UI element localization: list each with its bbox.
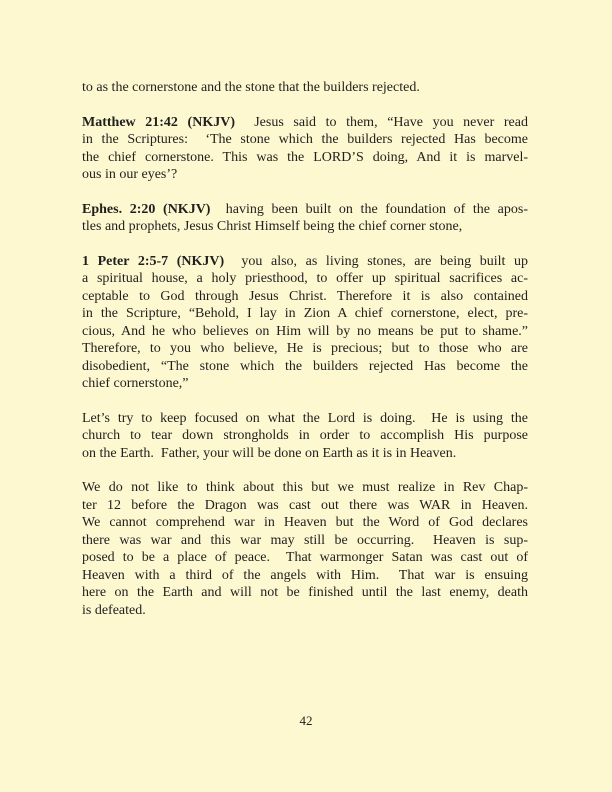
- line-text: Jesus said to them, “Have you never read: [234, 114, 528, 130]
- verse-reference: 1 Peter 2:5-7 (NKJV): [82, 253, 225, 269]
- paragraph: [82, 410, 528, 463]
- line-text: you also, as living stones, are being built up: [224, 253, 528, 269]
- text-line: [82, 567, 528, 585]
- text-line: [82, 270, 528, 288]
- line-text: ous in our eyes’?: [82, 167, 178, 182]
- text-line: [82, 427, 528, 445]
- line-text: in the Scriptures: ‘The stone which the builders rejected Has become: [82, 132, 528, 147]
- verse-reference: Ephes. 2:20 (NKJV): [82, 201, 211, 217]
- line-text: tles and prophets, Jesus Christ Himself being the chief corner stone,: [82, 219, 463, 234]
- text-line: [82, 549, 528, 567]
- line-text: here on the Earth and will not be finished until the last enemy, death: [82, 585, 528, 600]
- text-line: [82, 131, 528, 149]
- text-line: [82, 532, 528, 550]
- line-text: Heaven with a third of the angels with Him. That war is ensuing: [82, 567, 528, 583]
- line-text: posed to be a place of peace. That warmonger Satan was cast out of: [82, 550, 528, 565]
- line-text: is defeated.: [82, 602, 146, 618]
- text-line: [82, 602, 528, 620]
- page-text: [82, 79, 528, 636]
- line-text: to as the cornerstone and the stone that the builders rejected.: [82, 80, 420, 95]
- line-text: Therefore, to you who believe, He is precious; but to those who are: [82, 341, 528, 356]
- line-text: We cannot comprehend war in Heaven but the Word of God declares: [82, 515, 528, 530]
- text-line: [82, 584, 528, 602]
- paragraph: [82, 201, 528, 236]
- text-line: [82, 218, 528, 236]
- text-line: [82, 166, 528, 184]
- line-text: ter 12 before the Dragon was cast out there was WAR in Heaven.: [82, 497, 528, 513]
- line-text: Let’s try to keep focused on what the Lord is doing. He is using the: [82, 410, 528, 426]
- text-line: [82, 305, 528, 323]
- line-text: a spiritual house, a holy priesthood, to offer up spiritual sacrifices ac-: [82, 271, 528, 286]
- line-text: chief cornerstone,”: [82, 376, 189, 391]
- line-text: disobedient, “The stone which the builders rejected Has become the: [82, 358, 528, 374]
- text-line: [82, 340, 528, 358]
- paragraph: [82, 479, 528, 619]
- line-text: there was war and this war may still be occurring. Heaven is sup-: [82, 532, 528, 548]
- text-line: [82, 410, 528, 428]
- paragraph: [82, 114, 528, 184]
- text-line: [82, 288, 528, 306]
- line-text: ceptable to God through Jesus Christ. Therefore it is also contained: [82, 288, 528, 304]
- text-line: [82, 479, 528, 497]
- verse-reference: Matthew 21:42 (NKJV): [82, 114, 235, 130]
- line-text: on the Earth. Father, your will be done on Earth as it is in Heaven.: [82, 445, 457, 461]
- paragraph: [82, 253, 528, 393]
- text-line: [82, 253, 528, 271]
- line-text: cious, And he who believes on Him will by no means be put to shame.”: [82, 323, 528, 339]
- line-text: church to tear down strongholds in order to accomplish His purpose: [82, 428, 528, 443]
- page-number: 42: [299, 713, 313, 728]
- text-line: [82, 79, 528, 97]
- line-text: having been built on the foundation of the apos-: [210, 201, 528, 217]
- paragraph: [82, 79, 528, 97]
- text-line: [82, 514, 528, 532]
- text-line: [82, 497, 528, 515]
- text-line: [82, 149, 528, 167]
- line-text: the chief cornerstone. This was the LORD’S doing, And it is marvel-: [82, 149, 528, 165]
- line-text: We do not like to think about this but we must realize in Rev Chap-: [82, 480, 528, 495]
- text-line: [82, 358, 528, 376]
- text-line: [82, 323, 528, 341]
- text-line: [82, 201, 528, 219]
- text-line: [82, 445, 528, 463]
- text-line: [82, 375, 528, 393]
- line-text: in the Scripture, “Behold, I lay in Zion A chief cornerstone, elect, pre-: [82, 306, 528, 321]
- text-line: [82, 114, 528, 132]
